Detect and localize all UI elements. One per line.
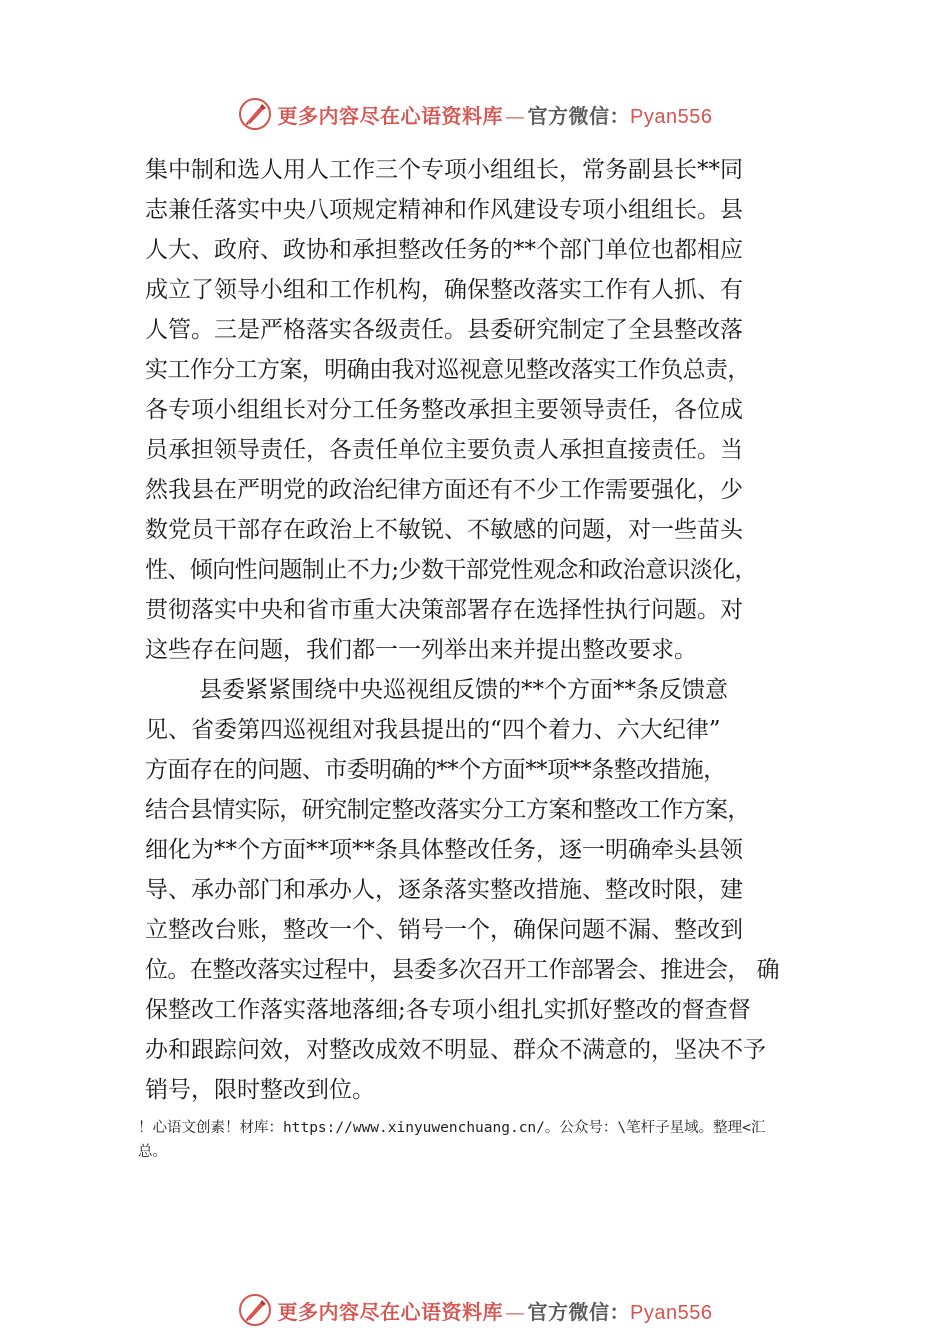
banner-separator: — [505, 103, 526, 128]
banner-brand: 更多内容尽在心语资料库 [277, 103, 504, 128]
banner-wechat-label: 官方微信： [527, 1299, 631, 1324]
body-line: 办和跟踪问效，对整改成效不明显、群众不满意的，坚决不予 [145, 1037, 766, 1063]
banner-text [278, 1296, 713, 1325]
body-line: 员承担领导责任，各责任单位主要负责人承担直接责任。当 [145, 437, 743, 463]
body-line: 结合县情实际，研究制定整改落实分工方案和整改工作方案， [145, 797, 750, 823]
body-line: 集中制和选人用人工作三个专项小组组长，常务副县长**同 [145, 157, 743, 183]
document-body [145, 150, 835, 1110]
source-footnote [138, 1116, 838, 1164]
banner-wechat-id: Pyan556 [630, 1301, 713, 1324]
body-line: 成立了领导小组和工作机构，确保整改落实工作有人抓、有 [145, 277, 743, 303]
body-line: 导、承办部门和承办人，逐条落实整改措施、整改时限，建 [145, 877, 743, 903]
body-line: 贯彻落实中央和省市重大决策部署存在选择性执行问题。对 [145, 597, 743, 623]
body-line: 销号，限时整改到位。 [145, 1077, 375, 1103]
body-line: 然我县在严明党的政治纪律方面还有不少工作需要强化，少 [145, 477, 743, 503]
banner-separator: — [505, 1299, 526, 1324]
banner-wechat-label: 官方微信： [527, 103, 631, 128]
body-line: 位。在整改落实过程中，县委多次召开工作部署会、推进会， 确 [145, 957, 779, 983]
footer-banner [0, 1288, 950, 1332]
body-line: 细化为**个方面**项**条具体整改任务，逐一明确牵头县领 [145, 837, 743, 863]
banner-brand: 更多内容尽在心语资料库 [277, 1299, 504, 1324]
pen-logo-icon [238, 97, 272, 131]
footnote-line: ！心语文创素！材库：https://www.xinyuwenchuang.cn/。公众号：\笔杆子星域。整理<汇 [138, 1120, 766, 1136]
body-line: 县委紧紧围绕中央巡视组反馈的**个方面**条反馈意 [199, 677, 728, 703]
body-line: 志兼任落实中央八项规定精神和作风建设专项小组组长。县 [145, 197, 743, 223]
body-line: 立整改台账，整改一个、销号一个，确保问题不漏、整改到 [145, 917, 743, 943]
body-line: 方面存在的问题、市委明确的**个方面**项**条整改措施， [145, 757, 726, 783]
banner-wechat-id: Pyan556 [630, 105, 713, 128]
body-line: 人大、政府、政协和承担整改任务的**个部门单位也都相应 [145, 237, 743, 263]
body-line: 见、省委第四巡视组对我县提出的“四个着力、六大纪律” [145, 717, 721, 743]
footnote-line: 总。 [138, 1144, 167, 1160]
body-line: 性、倾向性问题制止不力;少数干部党性观念和政治意识淡化， [145, 557, 757, 583]
header-banner [0, 92, 950, 136]
body-line: 保整改工作落实落地落细;各专项小组扎实抓好整改的督查督 [145, 997, 751, 1023]
body-line: 数党员干部存在政治上不敏锐、不敏感的问题，对一些苗头 [145, 517, 743, 543]
body-line: 实工作分工方案，明确由我对巡视意见整改落实工作负总责， [145, 357, 750, 383]
pen-logo-icon [238, 1293, 272, 1327]
banner-text [278, 100, 713, 129]
body-line: 人管。三是严格落实各级责任。县委研究制定了全县整改落 [145, 317, 743, 343]
body-line: 这些存在问题，我们都一一列举出来并提出整改要求。 [145, 637, 697, 663]
body-line: 各专项小组组长对分工任务整改承担主要领导责任，各位成 [145, 397, 743, 423]
